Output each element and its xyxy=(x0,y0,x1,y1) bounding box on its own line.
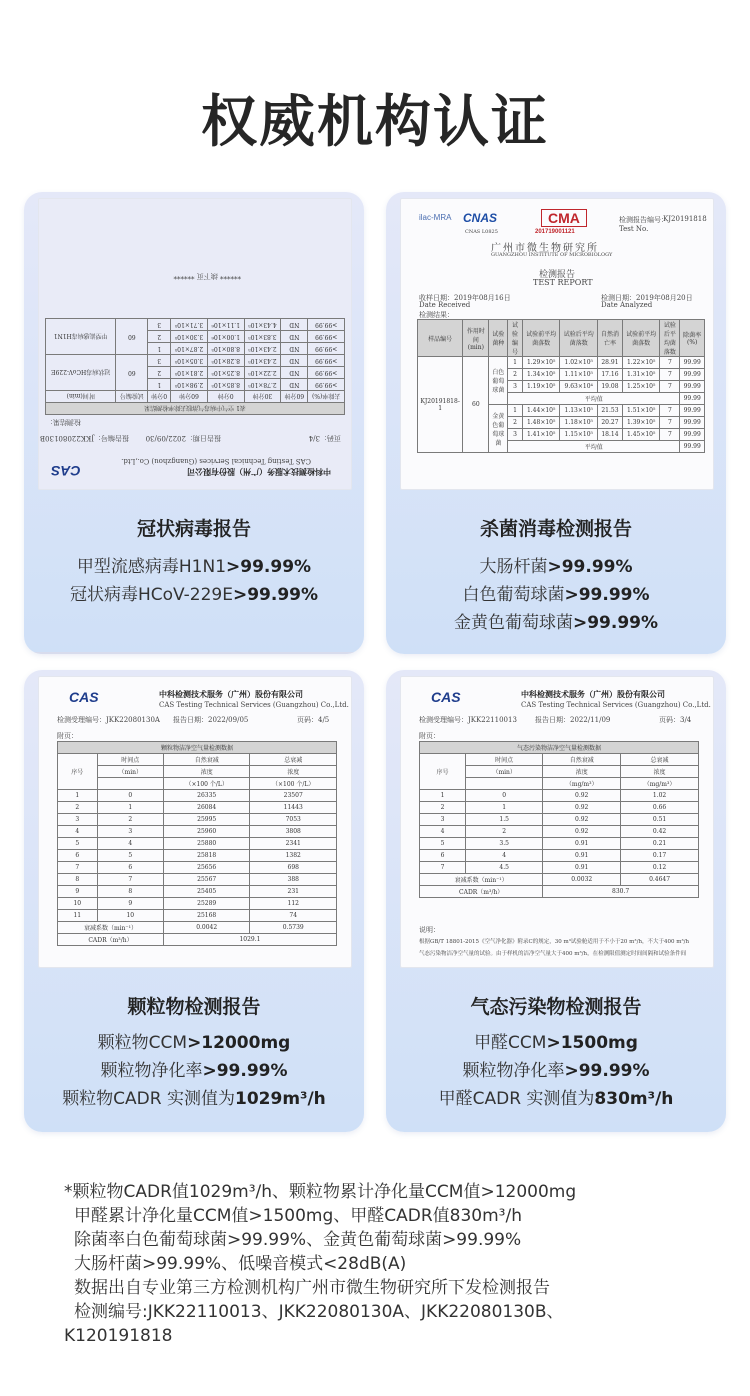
card-line: 甲醛CCM>1500mg xyxy=(474,1033,638,1053)
report-page: 页码：4/5 xyxy=(297,716,330,724)
table-row: 8 7 25567 388 xyxy=(58,874,337,886)
report-number: KJ20191818 xyxy=(663,215,707,223)
card-title: 气态污染物检测报告 xyxy=(470,996,642,1018)
cma-sub: 201719001121 xyxy=(535,229,575,235)
table-row: 2 1 26084 11443 xyxy=(58,802,337,814)
appendix-label: 附页： xyxy=(419,732,440,740)
page-title: 权威机构认证 xyxy=(201,90,549,155)
cas-logo: CAS xyxy=(69,689,99,705)
report-section: 检测结果： xyxy=(46,418,81,426)
appendix-label: 附页： xyxy=(57,732,78,740)
note-label: 说明： xyxy=(419,926,440,934)
table-row: 2 1 0.92 0.66 xyxy=(420,802,699,814)
report-document-image xyxy=(38,198,352,490)
test-no-label: Test No. xyxy=(619,225,649,233)
report-org-en: CAS Testing Technical Services (Guangzhou) Co.,Ltd. xyxy=(159,701,349,709)
report-page: 页码：3/4 xyxy=(659,716,692,724)
card-line: 颗粒物净化率>99.99% xyxy=(100,1061,288,1081)
report-no-label: 检测报告编号： xyxy=(619,216,668,224)
table-row: 11 10 25168 74 xyxy=(58,910,337,922)
note-text: 气态污染物洁净空气量的试验。由于样机的洁净空气量大于400 m³/h，在检测限值测定时间间隔和试验条件间 xyxy=(419,951,687,957)
report-date: 报告日期：2022/09/05 xyxy=(173,716,249,724)
table-row: 9 8 25405 231 xyxy=(58,886,337,898)
footnote-line: 数据出自专业第三方检测机构广州市微生物研究所下发检测报告 xyxy=(74,1278,550,1298)
card-coronavirus-report[interactable] xyxy=(24,192,364,654)
card-sterilization-report[interactable] xyxy=(386,192,726,654)
card-line: 甲型流感病毒H1N1>99.99% xyxy=(76,557,312,577)
gaseous-data-table: 气态污染物洁净空气量检测数据 序号 时间点 自然衰减 总衰减 （min） 浓度 浓度 （mg/m³） （mg/m³） 1 0 0.92 1.02 2 1 0.92 0.66 3 1.5 0.92 0.51 4 2 0.92 0.42 5 3.5 0.91 0.21 6 4 0.91 0.17 7 4.5 0.91 0.12 衰减系数（min⁻¹） 0.0032 0.4647 CADR（m³/h） 830.7 xyxy=(419,741,699,898)
table-row: 3 2 25995 7053 xyxy=(58,814,337,826)
table-row: 1 0 26335 23507 xyxy=(58,790,337,802)
bacteria-result-table: 样品编号 作用时间(min) 试验菌种 试验编号 试验前平均菌落数 试验后平均菌落数 自然消亡率 试验前平均菌落数 试验后平均菌落数 除菌率(%) KJ20191818-1 60 白色葡萄球菌 1 1.29×10⁵ 1.02×10⁵ 28.91 1.22×10⁵ 7 99.99 2 1.34×10⁵ 1.11×10⁵ 17.16 1.31×10⁵ 7 99.99 3 1.19×10⁵ 9.63×10⁴ 19.08 1.25×10⁵ 7 99.99 平均值 99.99 金黄色葡萄球菌 1 1.44×10⁵ 1.13×10⁵ 21.53 1.51×10⁵ 7 99.99 2 1.48×10⁵ 1.18×10⁵ 20.27 1.39×10⁵ 7 99.99 3 1.41×10⁵ 1.15×10⁵ 18.14 1.45×10⁵ 7 99.99 平均值 99.99 xyxy=(417,319,705,453)
particulate-data-table: 颗粒物洁净空气量检测数据 序号 时间点 自然衰减 总衰减 （min） 浓度 浓度 （×100 个/L） （×100 个/L） 1 0 26335 23507 2 1 26084 11443 3 2 25995 7053 4 3 25960 3808 5 4 25880 2341 6 5 25818 1382 7 6 25656 698 8 7 25567 388 9 8 25405 231 10 9 25289 112 11 10 25168 74 衰减系数（min⁻¹） 0.0042 0.5739 CADR（m³/h） 1029.1 xyxy=(57,741,337,946)
card-title: 杀菌消毒检测报告 xyxy=(479,518,632,540)
organism-name: 金黄色葡萄球菌 xyxy=(489,405,508,453)
received-date: 收样日期：2019年08月16日 xyxy=(419,294,511,302)
footnote-line: 除菌率白色葡萄球菌>99.99%、金黄色葡萄球菌>99.99% xyxy=(74,1230,522,1250)
table-row: 7 4.5 0.91 0.12 xyxy=(420,862,699,874)
institute-name-en: GUANGZHOU INSTITUTE OF MICROBIOLOGY xyxy=(491,252,613,258)
results-label: 检测结果： xyxy=(419,311,454,319)
ilac-badge: ilac-MRA xyxy=(419,213,452,222)
card-gaseous-pollutant-report[interactable] xyxy=(386,670,726,1132)
footnote-line: K120191818 xyxy=(64,1326,173,1346)
footnote xyxy=(64,1180,724,1348)
virus-name: 冠状病毒HCoV-229E xyxy=(46,355,116,391)
footnote-line: 甲醛累计净化量CCM值>1500mg、甲醛CADR值830m³/h xyxy=(74,1206,522,1226)
received-date-en: Date Received xyxy=(419,301,471,309)
sample-number: KJ20191818-1 xyxy=(418,357,463,453)
table-row: 7 6 25656 698 xyxy=(58,862,337,874)
cas-logo: CAS xyxy=(431,689,461,705)
report-heading-en: TEST REPORT xyxy=(533,278,593,287)
table-row: 6 4 0.91 0.17 xyxy=(420,850,699,862)
table-title: 颗粒物洁净空气量检测数据 xyxy=(58,742,337,754)
card-title: 颗粒物检测报告 xyxy=(127,996,261,1018)
report-document-image xyxy=(400,198,714,490)
virus-result-table: 表1 空气中病毒气溶胶去除率检测结果 去除率(%) 60分钟 30分钟 0分钟 60分钟 0分钟 试验编号 时间(min) >99.99 ND 2.78×10⁵ 8.85×10⁵ 2.98×10⁵ 1 60 冠状病毒HCoV-229E >99.99 ND 2.22×10⁵ 8.25×10⁵ 2.81×10⁵ 2 >99.99 ND 2.43×10⁵ 8.28×10⁵ 3.05×10⁵ 3 >99.99 ND 2.43×10⁵ 8.80×10⁵ 2.87×10⁵ 1 60 甲型流感病毒H1N1 >99.99 ND 3.83×10⁵ 1.00×10⁶ 3.30×10⁵ 2 >99.99 ND 4.43×10⁵ 1.11×10⁶ 3.71×10⁵ 3 xyxy=(45,318,345,415)
card-line: 白色葡萄球菌>99.99% xyxy=(462,585,650,605)
table-row: 5 3.5 0.91 0.21 xyxy=(420,838,699,850)
card-title: 冠状病毒报告 xyxy=(136,518,251,540)
report-footer: ****** 续下页 ****** xyxy=(173,272,241,280)
institute-name: 广州市微生物研究所 xyxy=(491,243,599,254)
sample-time: 60 xyxy=(463,357,489,453)
card-line: 大肠杆菌>99.99% xyxy=(479,557,633,577)
table-row: 3 1.5 0.92 0.51 xyxy=(420,814,699,826)
cnas-badge: CNAS xyxy=(463,211,498,225)
card-line: 冠状病毒HCoV-229E>99.99% xyxy=(69,585,319,605)
cas-logo: CAS xyxy=(51,463,81,479)
report-date: 报告日期：2022/11/09 xyxy=(535,716,611,724)
analyzed-date: 检测日期：2019年08月20日 xyxy=(601,294,693,302)
card-line: 甲醛CADR 实测值为830m³/h xyxy=(438,1089,674,1109)
table-row: 4 2 0.92 0.42 xyxy=(420,826,699,838)
card-line: 金黄色葡萄球菌>99.99% xyxy=(453,613,659,633)
report-org-name: 中科检测技术服务（广州）股份有限公司 xyxy=(521,689,665,699)
table-title: 表1 空气中病毒气溶胶去除率检测结果 xyxy=(46,403,345,415)
report-document-image xyxy=(38,676,352,968)
table-row: 10 9 25289 112 xyxy=(58,898,337,910)
report-org-name: 中科检测技术服务（广州）股份有限公司 xyxy=(187,467,331,477)
analyzed-date-en: Date Analyzed xyxy=(601,301,653,309)
table-row: 6 5 25818 1382 xyxy=(58,850,337,862)
report-org-name: 中科检测技术服务（广州）股份有限公司 xyxy=(159,689,303,699)
report-number: 检测受理编号：JKK22080130A xyxy=(57,716,160,724)
report-page: 页码：3/4 xyxy=(308,434,341,442)
virus-name: 甲型流感病毒H1N1 xyxy=(46,319,116,355)
note-text: 根据GB/T 18801-2015《空气净化器》附录C的规定，30 m³试验舱适用于不小于20 m³/h，不大于400 m³/h xyxy=(419,939,690,945)
organism-name: 白色葡萄球菌 xyxy=(489,357,508,405)
card-line: 颗粒物CCM>12000mg xyxy=(97,1033,291,1053)
report-document-image xyxy=(400,676,714,968)
table-row: 1 0 0.92 1.02 xyxy=(420,790,699,802)
table-row: 5 4 25880 2341 xyxy=(58,838,337,850)
report-org-en: CAS Testing Technical Services (Guangzhou) Co.,Ltd. xyxy=(521,701,711,709)
report-heading: 检测报告 xyxy=(539,270,576,280)
footnote-line: 检测编号:JKK22110013、JKK22080130A、JKK22080130B、 xyxy=(74,1302,564,1322)
footnote-line: 大肠杆菌>99.99%、低噪音模式<28dB(A) xyxy=(74,1254,407,1274)
report-number: 检测受理编号：JKK22110013 xyxy=(419,716,517,724)
report-number: 报告编号：JKK22080130B xyxy=(39,434,129,442)
cma-badge: CMA xyxy=(541,209,587,227)
report-org-en: CAS Testing Technical Services (Guangzhou) Co.,Ltd. xyxy=(121,457,311,465)
footnote-line: *颗粒物CADR值1029m³/h、颗粒物累计净化量CCM值>12000mg xyxy=(64,1182,577,1202)
table-row: 4 3 25960 3808 xyxy=(58,826,337,838)
table-title: 气态污染物洁净空气量检测数据 xyxy=(420,742,699,754)
card-particulate-report[interactable] xyxy=(24,670,364,1132)
card-line: 颗粒物CADR 实测值为1029m³/h xyxy=(62,1089,326,1109)
card-line: 颗粒物净化率>99.99% xyxy=(462,1061,650,1081)
report-date: 报告日期：2022/09/30 xyxy=(145,434,221,442)
cnas-sub: CNAS L0825 xyxy=(465,229,498,235)
